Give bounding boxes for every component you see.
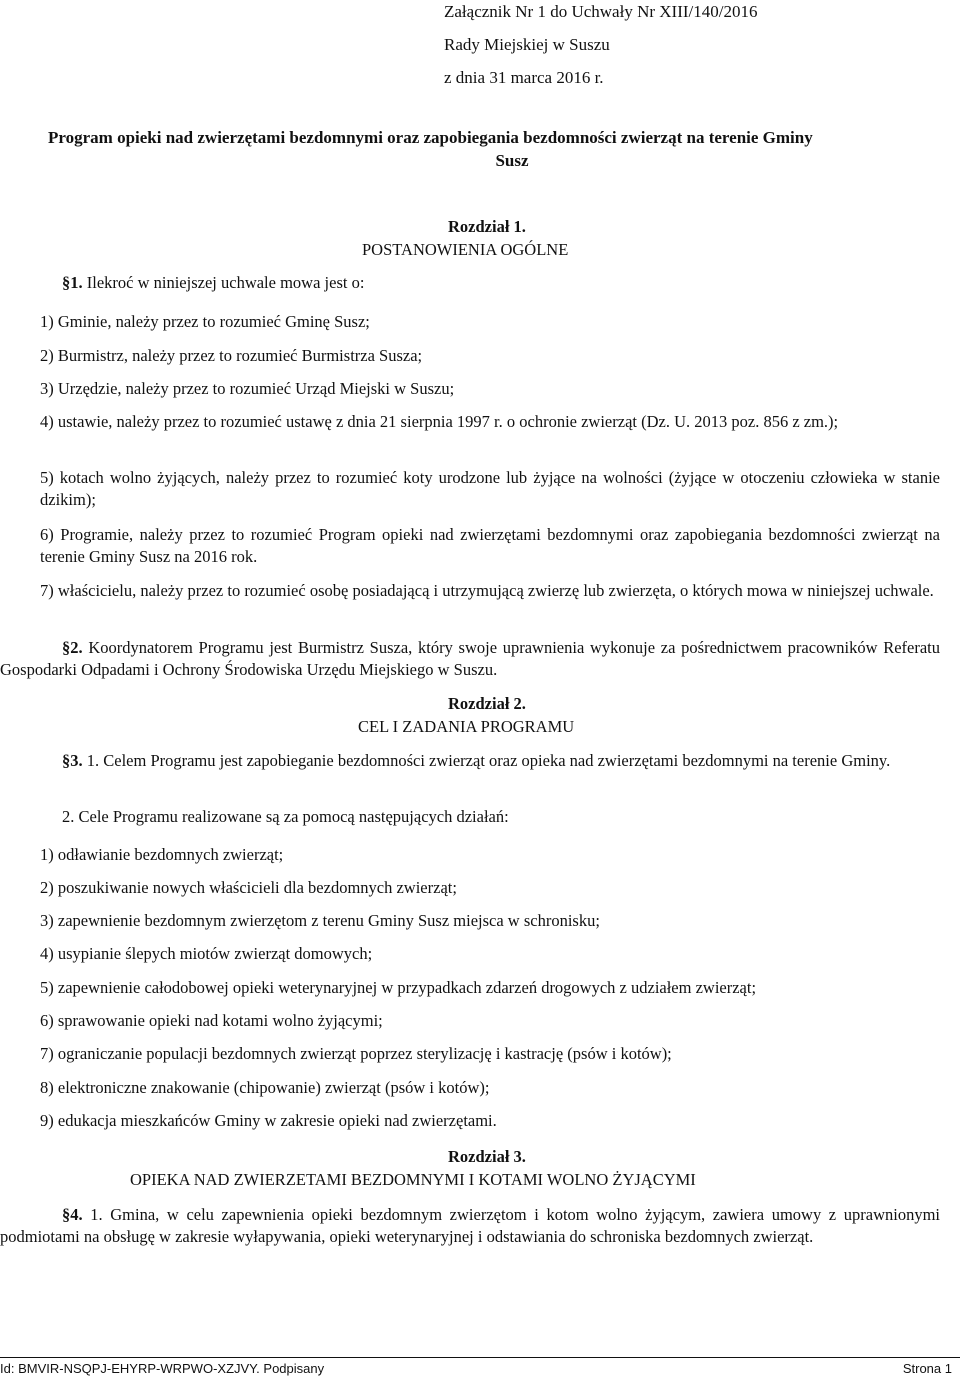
section4-paragraph <box>0 1204 940 1248</box>
action-item-1: 1) odławianie bezdomnych zwierząt; <box>40 845 284 864</box>
section4-text: 1. Gmina, w celu zapewnienia opieki bezdomnym zwierzętom i kotom wolno żyjącym, zawiera umowy z uprawnionymi podmiotami na obsługę w zakresie wyłapywania, opieki weterynaryjnej i odstawiania do schroniska bezdomnych zwierząt. <box>0 1205 940 1246</box>
header-council-line: Rady Miejskiej w Suszu <box>444 35 610 54</box>
action-item-2: 2) poszukiwanie nowych właścicieli dla bezdomnych zwierząt; <box>40 878 457 897</box>
definition-item-2: 2) Burmistrz, należy przez to rozumieć Burmistrza Susza; <box>40 346 423 365</box>
footer-document-id: Id: BMVIR-NSQPJ-EHYRP-WRPWO-XZJVY. Podpisany <box>0 1361 325 1376</box>
section3-point2: 2. Cele Programu realizowane są za pomocą następujących działań: <box>62 807 509 826</box>
section4-number: 4. <box>70 1205 83 1224</box>
header-annex-line: Załącznik Nr 1 do Uchwały Nr XIII/140/2016 <box>444 2 758 21</box>
definition-item-1: 1) Gminie, należy przez to rozumieć Gminę Susz; <box>40 312 370 331</box>
chapter1-label: Rozdział 1. <box>448 217 526 236</box>
chapter3-title: OPIEKA NAD ZWIERZETAMI BEZDOMNYMI I KOTAMI WOLNO ŻYJĄCYMI <box>130 1170 696 1189</box>
action-item-5: 5) zapewnienie całodobowej opieki weterynaryjnej w przypadkach zdarzeń drogowych z udziałem zwierząt; <box>40 978 757 997</box>
action-item-6: 6) sprawowanie opieki nad kotami wolno żyjącymi; <box>40 1011 383 1030</box>
action-item-8: 8) elektroniczne znakowanie (chipowanie) zwierząt (psów i kotów); <box>40 1078 490 1097</box>
section1-number: 1. <box>70 273 83 292</box>
section3-number: 3. <box>70 751 83 770</box>
chapter1-title: POSTANOWIENIA OGÓLNE <box>362 240 569 259</box>
section3-text: 1. Celem Programu jest zapobieganie bezdomności zwierząt oraz opieka nad zwierzętami bezdomnymi na terenie Gminy. <box>86 751 891 770</box>
footer-page-number: Strona 1 <box>902 1361 952 1376</box>
action-item-9: 9) edukacja mieszkańców Gminy w zakresie opieki nad zwierzętami. <box>40 1111 497 1130</box>
definition-item-7: 7) właścicielu, należy przez to rozumieć osobę posiadającą i utrzymującą zwierzę lub zwierzęta, o których mowa w niniejszej uchwale. <box>40 581 934 600</box>
document-title-line2: Susz <box>495 151 529 170</box>
footer-divider <box>0 1357 960 1358</box>
definition-item-3: 3) Urzędzie, należy przez to rozumieć Urząd Miejski w Suszu; <box>40 379 455 398</box>
section-sign: § <box>62 273 71 292</box>
action-item-7: 7) ograniczanie populacji bezdomnych zwierząt poprzez sterylizację i kastrację (psów i kotów); <box>40 1044 672 1063</box>
section-sign: § <box>62 638 71 657</box>
chapter2-label: Rozdział 2. <box>448 694 526 713</box>
document-title-line1: Program opieki nad zwierzętami bezdomnymi oraz zapobiegania bezdomności zwierząt na terenie Gminy <box>48 128 813 147</box>
definition-item-4: 4) ustawie, należy przez to rozumieć ustawę z dnia 21 sierpnia 1997 r. o ochronie zwierząt (Dz. U. 2013 poz. 856 z zm.); <box>40 412 839 431</box>
section2-text: Koordynatorem Programu jest Burmistrz Susza, który swoje uprawnienia wykonuje za pośrednictwem pracowników Referatu Gospodarki Odpadami i Ochrony Środowiska Urzędu Miejskiego w Suszu. <box>0 638 940 679</box>
section1-heading <box>62 272 364 294</box>
action-item-3: 3) zapewnienie bezdomnym zwierzętom z terenu Gminy Susz miejsca w schronisku; <box>40 911 600 930</box>
chapter2-title: CEL I ZADANIA PROGRAMU <box>358 717 575 736</box>
action-item-4: 4) usypianie ślepych miotów zwierząt domowych; <box>40 944 373 963</box>
definition-item-6: 6) Programie, należy przez to rozumieć Program opieki nad zwierzętami bezdomnymi oraz zapobiegania bezdomności zwierząt na terenie Gminy Susz na 2016 rok. <box>40 525 940 566</box>
section2-number: 2. <box>70 638 83 657</box>
chapter3-label: Rozdział 3. <box>448 1147 526 1166</box>
section2-paragraph <box>0 637 940 681</box>
definition-item-5: 5) kotach wolno żyjących, należy przez to rozumieć koty urodzone lub żyjące na wolności (żyjące w otoczeniu człowieka w stanie dzikim); <box>40 468 940 509</box>
section-sign: § <box>62 1205 71 1224</box>
section1-intro: Ilekroć w niniejszej uchwale mowa jest o: <box>86 273 365 292</box>
section3-paragraph <box>0 750 940 772</box>
section-sign: § <box>62 751 71 770</box>
header-date-line: z dnia 31 marca 2016 r. <box>444 68 604 87</box>
